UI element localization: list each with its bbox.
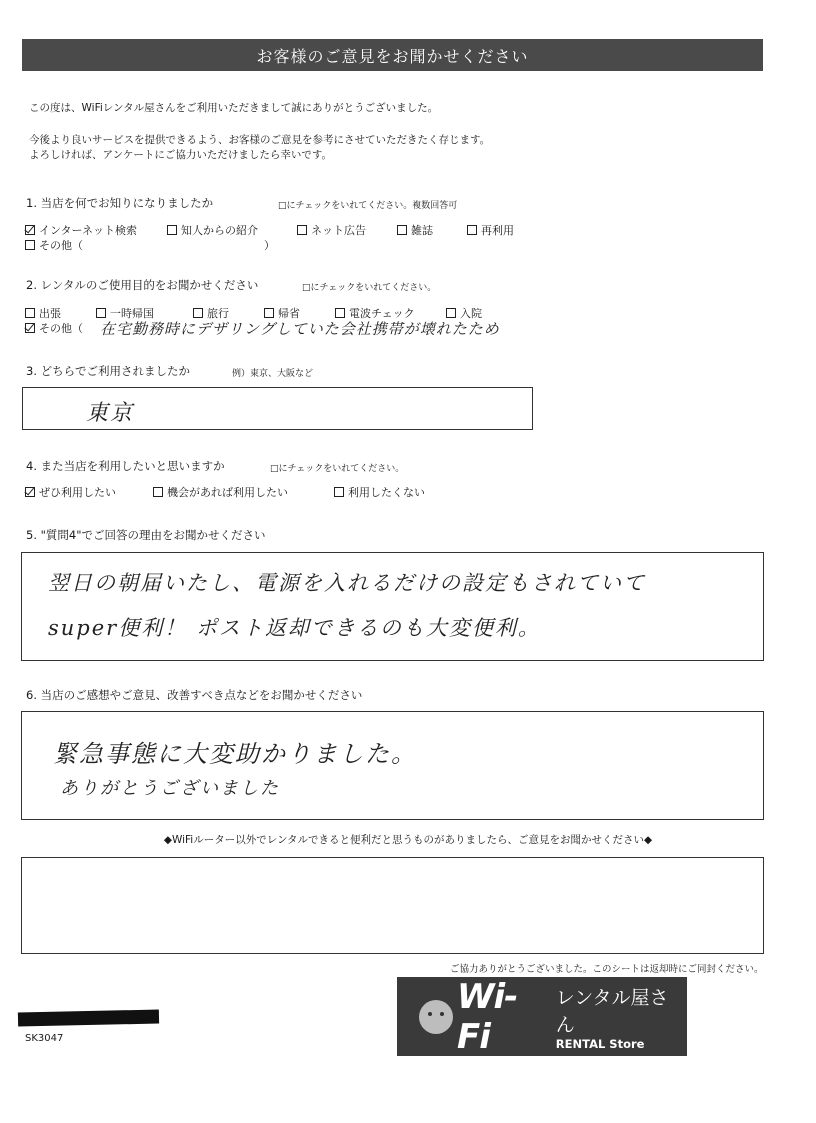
q6-answer-line-1: 緊急事態に大変助かりました。 (53, 740, 417, 768)
q3-title: 3. どちらでご利用されましたか (26, 364, 191, 378)
q5-answer-line-2: super便利！ ポスト返却できるのも大変便利。 (48, 616, 541, 640)
q2-option-other[interactable] (25, 320, 83, 336)
q4-option-definitely[interactable] (25, 484, 116, 500)
q5-title: 5. "質問4"でご回答の理由をお聞かせください (26, 528, 266, 542)
checkbox[interactable] (153, 487, 163, 497)
q3-answer-box[interactable] (22, 387, 533, 430)
checkbox[interactable] (25, 225, 35, 235)
q5-answer-line-1: 翌日の朝届いたし、電源を入れるだけの設定もされていて (48, 571, 646, 595)
checkbox[interactable] (25, 308, 35, 318)
q1-note: □にチェックをいれてください。複数回答可 (278, 201, 458, 211)
option-label: 電波チェック (349, 307, 415, 320)
q1-option-net-ad[interactable] (297, 222, 366, 238)
checkbox[interactable] (96, 308, 106, 318)
q3-note: 例）東京、大阪など (232, 369, 314, 379)
q5-answer-box[interactable] (21, 552, 764, 661)
option-label: その他（ (39, 239, 83, 252)
q2-note: □にチェックをいれてください。 (302, 283, 437, 293)
checkbox[interactable] (467, 225, 477, 235)
redaction-bar (18, 1010, 159, 1027)
logo-wifi-text: Wi-Fi (457, 976, 518, 1057)
q6-answer-line-2: ありがとうございました (60, 778, 280, 799)
checkbox[interactable] (397, 225, 407, 235)
option-label: 旅行 (207, 307, 229, 320)
q1-option-other[interactable] (25, 237, 83, 253)
mascot-icon (419, 1000, 453, 1034)
option-label: 雑誌 (411, 224, 433, 237)
q6-answer-box[interactable] (21, 711, 764, 820)
option-label: ぜひ利用したい (39, 486, 116, 499)
logo-en-text: RENTAL Store (555, 1036, 645, 1051)
option-label: 入院 (460, 307, 482, 320)
option-label: ネット広告 (311, 224, 366, 237)
intro-line-3: よろしければ、アンケートにご協力いただけましたら幸いです。 (29, 149, 333, 161)
option-label: 一時帰国 (110, 307, 154, 320)
option-label: 再利用 (481, 224, 514, 237)
checkbox[interactable] (297, 225, 307, 235)
option-label: 利用したくない (348, 486, 425, 499)
page-title: お客様のご意見をお聞かせください (22, 39, 763, 71)
q4-title: 4. また当店を利用したいと思いますか (26, 459, 225, 473)
option-label: 帰省 (278, 307, 300, 320)
q4-option-no[interactable] (334, 484, 425, 500)
logo-text-block (556, 983, 687, 1051)
option-label: 機会があれば利用したい (167, 486, 288, 499)
q1-option-internet[interactable] (25, 222, 137, 238)
q2-other-answer[interactable]: 在宅勤務時にデザリングしていた会社携帯が壊れたため (100, 320, 500, 338)
intro-line-2: 今後より良いサービスを提供できるよう、お客様のご意見を参考にさせていただきたく存じます。 (29, 134, 491, 146)
option-label: 知人からの紹介 (181, 224, 258, 237)
q4-note: □にチェックをいれてください。 (270, 464, 405, 474)
option-label: インターネット検索 (39, 224, 138, 237)
q7-answer-box[interactable] (21, 857, 764, 954)
q7-title: ◆WiFiルーター以外でレンタルできると便利だと思うものがありましたら、ご意見をお聞かせください◆ (163, 834, 653, 846)
q1-other-close: ） (264, 239, 275, 252)
q3-answer: 東京 (86, 401, 135, 426)
checkbox[interactable] (335, 308, 345, 318)
checkbox[interactable] (25, 240, 35, 250)
q2-option-business[interactable] (25, 305, 61, 321)
checkbox[interactable] (193, 308, 203, 318)
brand-logo (397, 977, 687, 1056)
footer-thanks: ご協力ありがとうございました。このシートは返却時にご同封ください。 (450, 964, 764, 975)
q2-title: 2. レンタルのご使用目的をお聞かせください (26, 278, 259, 292)
option-label: 出張 (39, 307, 61, 320)
q1-option-reuse[interactable] (467, 222, 514, 238)
q6-title: 6. 当店のご感想やご意見、改善すべき点などをお聞かせください (26, 688, 363, 702)
checkbox[interactable] (334, 487, 344, 497)
checkbox[interactable] (167, 225, 177, 235)
logo-jp-text: レンタル屋さん (555, 986, 669, 1036)
q1-option-magazine[interactable] (397, 222, 433, 238)
checkbox[interactable] (25, 487, 35, 497)
intro-line-1: この度は、WiFiレンタル屋さんをご利用いただきまして誠にありがとうございました。 (29, 102, 439, 114)
sheet-code: SK3047 (25, 1033, 64, 1044)
q1-title: 1. 当店を何でお知りになりましたか (26, 196, 214, 210)
q4-option-if-chance[interactable] (153, 484, 288, 500)
checkbox[interactable] (25, 323, 35, 333)
q1-option-referral[interactable] (167, 222, 258, 238)
checkbox[interactable] (264, 308, 274, 318)
checkbox[interactable] (446, 308, 456, 318)
option-label: その他（ (39, 322, 83, 335)
